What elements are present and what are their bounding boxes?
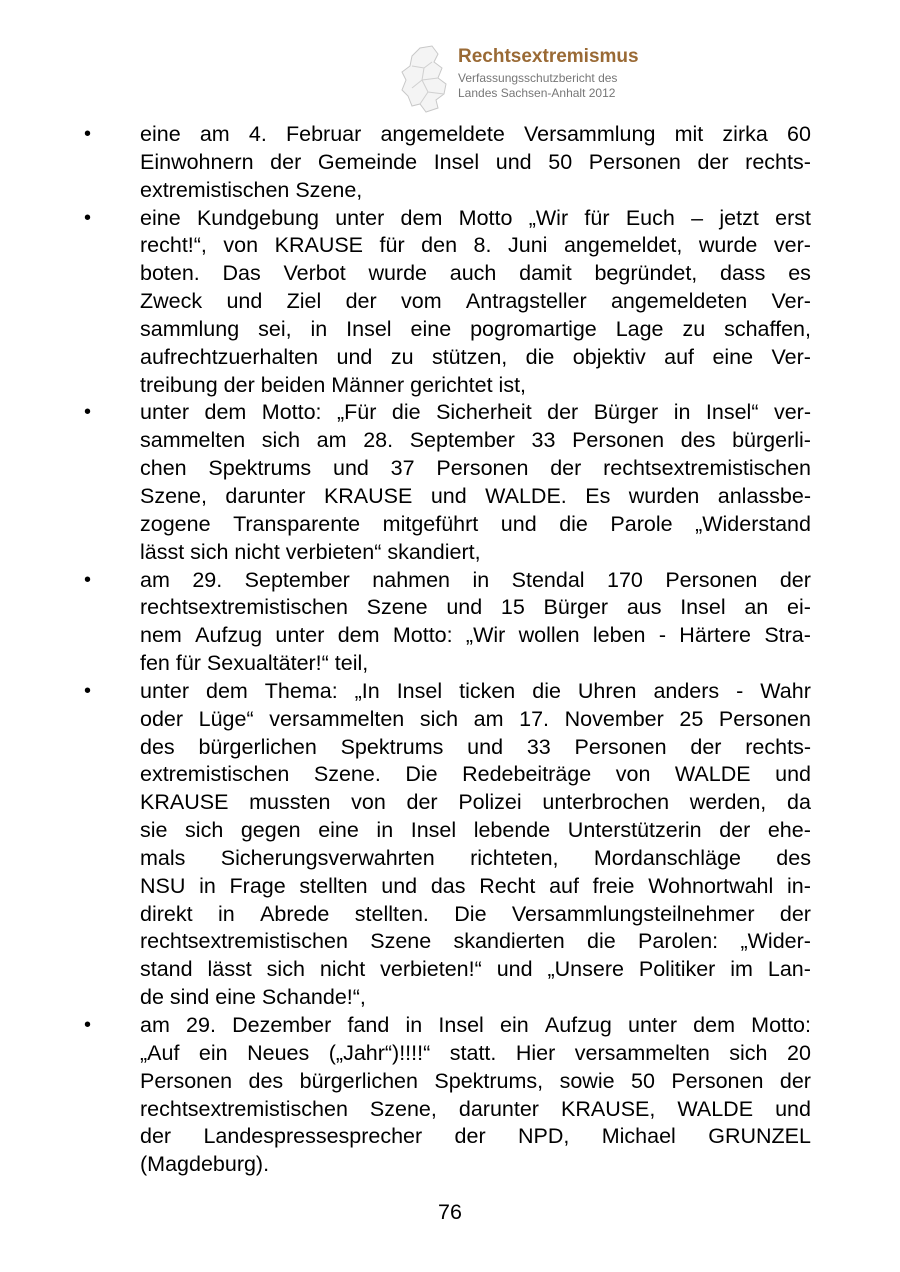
- text-line: rechtsextremistischen Szene skandierten die Parolen: „Wider-: [140, 929, 811, 954]
- text-line: am 29. September nahmen in Stendal 170 Personen der: [140, 567, 811, 592]
- text-line: Einwohnern der Gemeinde Insel und 50 Personen der rechts-: [140, 149, 811, 174]
- text-line: de sind eine Schande!“,: [140, 985, 366, 1010]
- text-line: Zweck und Ziel der vom Antragsteller angemeldeten Ver-: [140, 289, 811, 314]
- text-line: eine Kundgebung unter dem Motto „Wir für Euch – jetzt erst: [140, 205, 811, 230]
- saxony-anhalt-map-logo: [398, 44, 458, 114]
- text-line: sammlung sei, in Insel eine pogromartige Lage zu schaffen,: [140, 316, 811, 341]
- text-line: sie sich gegen eine in Insel lebende Unterstützerin der ehe-: [140, 818, 811, 843]
- text-line: Szene, darunter KRAUSE und WALDE. Es wurden anlassbe-: [140, 483, 811, 508]
- page-number: 76: [438, 1200, 462, 1224]
- text-line: oder Lüge“ versammelten sich am 17. November 25 Personen: [140, 706, 811, 731]
- text-line: (Magdeburg).: [140, 1152, 270, 1177]
- text-line: eine am 4. Februar angemeldete Versammlung mit zirka 60: [140, 122, 811, 146]
- list-item: [84, 1012, 811, 1179]
- text-line: rechtsextremistischen Szene und 15 Bürger aus Insel an ei-: [140, 595, 811, 620]
- text-line: rechtsextremistischen Szene, darunter KRAUSE, WALDE und: [140, 1096, 811, 1121]
- list-item: [84, 567, 811, 678]
- text-line: extremistischen Szene,: [140, 177, 363, 202]
- text-line: KRAUSE mussten von der Polizei unterbrochen werden, da: [140, 790, 811, 815]
- header-title: Rechtsextremismus: [458, 46, 639, 67]
- text-line: recht!“, von KRAUSE für den 8. Juni angemeldet, wurde ver-: [140, 233, 811, 258]
- bullet-icon: •: [84, 206, 92, 229]
- text-line: mals Sicherungsverwahrten richteten, Mordanschläge des: [140, 845, 811, 870]
- text-line: der Landespressesprecher der NPD, Michael GRUNZEL: [140, 1124, 811, 1149]
- list-item: [84, 121, 811, 205]
- text-line: NSU in Frage stellten und das Recht auf freie Wohnortwahl in-: [140, 873, 811, 898]
- text-line: fen für Sexualtäter!“ teil,: [140, 651, 369, 676]
- text-line: Personen des bürgerlichen Spektrums, sowie 50 Personen der: [140, 1068, 811, 1093]
- header-subtitle-line2: Landes Sachsen-Anhalt 2012: [458, 86, 616, 100]
- header-subtitle-line1: Verfassungsschutzbericht des: [458, 71, 618, 85]
- page-header: [398, 44, 678, 114]
- bullet-list: [84, 121, 811, 1179]
- text-line: direkt in Abrede stellten. Die Versammlungsteilnehmer der: [140, 901, 811, 926]
- text-line: unter dem Motto: „Für die Sicherheit der Bürger in Insel“ ver-: [140, 400, 811, 425]
- text-line: des bürgerlichen Spektrums und 33 Personen der rechts-: [140, 734, 811, 759]
- list-item: [84, 205, 811, 400]
- text-line: aufrechtzuerhalten und zu stützen, die objektiv auf eine Ver-: [140, 344, 811, 369]
- bullet-icon: •: [84, 1014, 92, 1036]
- text-line: „Auf ein Neues („Jahr“)!!!!“ statt. Hier versammelten sich 20: [140, 1040, 811, 1065]
- text-line: zogene Transparente mitgeführt und die Parole „Widerstand: [140, 511, 811, 536]
- text-line: nem Aufzug unter dem Motto: „Wir wollen leben - Härtere Stra-: [140, 623, 811, 648]
- bullet-icon: •: [84, 123, 92, 145]
- list-item: [84, 678, 811, 1012]
- text-line: extremistischen Szene. Die Redebeiträge von WALDE und: [140, 762, 811, 787]
- text-line: chen Spektrums und 37 Personen der rechtsextremistischen: [140, 456, 811, 481]
- text-line: boten. Das Verbot wurde auch damit begründet, dass es: [140, 261, 811, 286]
- text-line: sammelten sich am 28. September 33 Personen des bürgerli-: [140, 428, 811, 453]
- text-line: lässt sich nicht verbieten“ skandiert,: [140, 539, 481, 564]
- list-item: [84, 399, 811, 566]
- text-line: am 29. Dezember fand in Insel ein Aufzug unter dem Motto:: [140, 1013, 811, 1037]
- bullet-icon: •: [84, 568, 92, 591]
- text-line: treibung der beiden Männer gerichtet ist,: [140, 372, 527, 397]
- bullet-icon: •: [84, 679, 92, 702]
- bullet-icon: •: [84, 401, 92, 424]
- text-line: stand lässt sich nicht verbieten!“ und „Unsere Politiker im Lan-: [140, 957, 811, 982]
- text-line: unter dem Thema: „In Insel ticken die Uhren anders - Wahr: [140, 678, 811, 703]
